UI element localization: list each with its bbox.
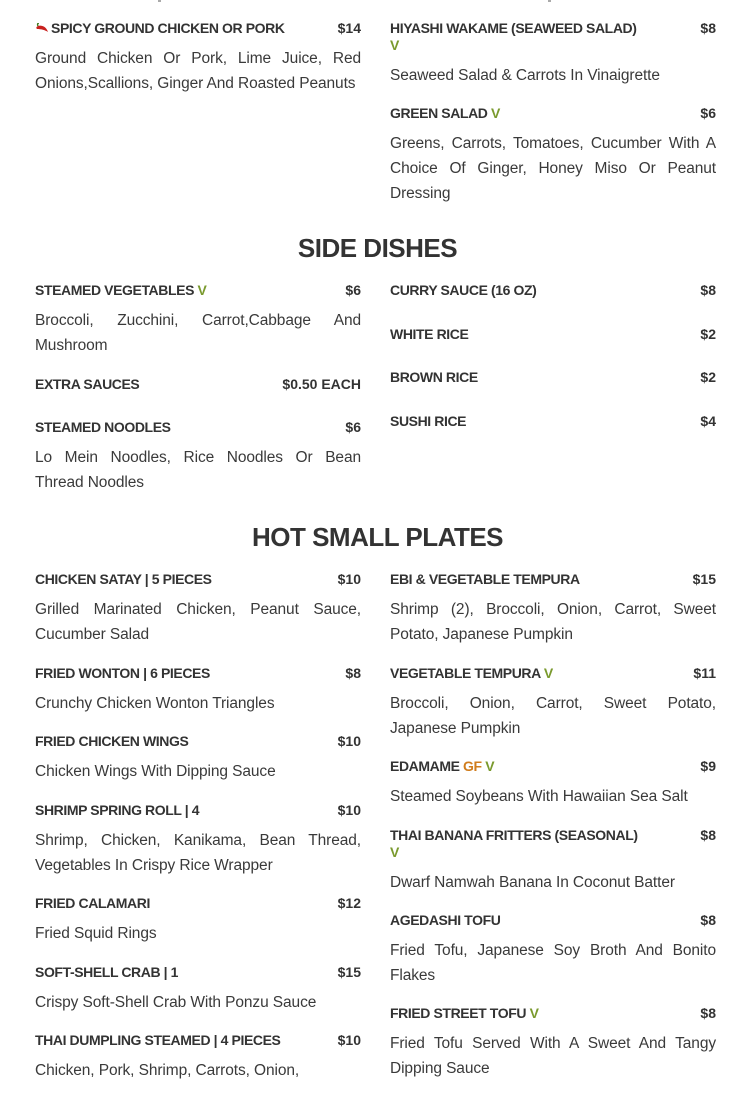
- item-description: Chicken Wings With Dipping Sauce: [35, 763, 276, 780]
- item-name: [390, 20, 640, 54]
- item-price: $8: [700, 20, 716, 36]
- item-description: Chicken, Pork, Shrimp, Carrots, Onion,: [35, 1062, 300, 1079]
- menu-item-sushi-rice: [390, 413, 716, 430]
- menu-item-steamed-noodles: [35, 419, 361, 495]
- menu-item-ebi-tempura: [390, 571, 716, 647]
- item-name: [35, 20, 285, 37]
- menu-item-white-rice: [390, 326, 716, 343]
- item-name: SOFT-SHELL CRAB | 1: [35, 964, 179, 980]
- item-name: AGEDASHI TOFU: [390, 912, 501, 928]
- item-description: Crunchy Chicken Wonton Triangles: [35, 695, 275, 712]
- menu-item-thai-dumpling: [35, 1032, 361, 1083]
- gluten-free-tag: GF: [463, 758, 482, 774]
- item-price: $6: [345, 419, 361, 435]
- item-name: [390, 827, 640, 861]
- vegan-tag: V: [197, 282, 207, 298]
- item-name: [390, 758, 494, 775]
- menu-item-fried-calamari: [35, 895, 361, 946]
- item-price: $9: [700, 758, 716, 774]
- item-description: Fried Tofu Served With A Sweet And Tangy Dipping Sauce: [390, 1035, 716, 1077]
- vegan-tag: V: [543, 665, 553, 681]
- item-price: $4: [700, 413, 716, 429]
- chili-pepper-icon: [35, 23, 49, 34]
- item-name: [35, 282, 206, 299]
- menu-item-chicken-satay: [35, 571, 361, 647]
- item-price: $15: [337, 964, 361, 980]
- section-title-side-dishes: SIDE DISHES: [297, 233, 458, 263]
- item-price: $10: [337, 571, 361, 587]
- menu-item-fried-wonton: [35, 665, 361, 716]
- item-name-text: STEAMED VEGETABLES: [35, 282, 195, 298]
- item-name: [390, 665, 553, 682]
- item-price: $8: [700, 282, 716, 298]
- vegan-tag: V: [390, 37, 399, 53]
- item-name: SUSHI RICE: [390, 413, 467, 429]
- item-price: $10: [337, 802, 361, 818]
- menu-item-vegetable-tempura: [390, 665, 716, 741]
- item-price: $14: [337, 20, 361, 36]
- item-name-text: GREEN SALAD: [390, 105, 488, 121]
- item-price: $8: [700, 827, 716, 843]
- item-name: CURRY SAUCE (16 OZ): [390, 282, 537, 298]
- item-name: EBI & VEGETABLE TEMPURA: [390, 571, 580, 587]
- item-name-text: HIYASHI WAKAME (SEAWEED SALAD): [390, 20, 637, 36]
- item-price: $8: [700, 1005, 716, 1021]
- menu-item-hiyashi-wakame: [390, 20, 716, 88]
- vegan-tag: V: [491, 105, 500, 121]
- item-name: WHITE RICE: [390, 326, 469, 342]
- item-description: Shrimp (2), Broccoli, Onion, Carrot, Sweet Potato, Japanese Pumpkin: [390, 601, 716, 643]
- item-name: STEAMED NOODLES: [35, 419, 171, 435]
- item-description: Fried Tofu, Japanese Soy Broth And Bonito Flakes: [390, 942, 716, 984]
- item-price: $2: [700, 369, 716, 385]
- item-price: $6: [700, 105, 716, 121]
- menu-item-agedashi-tofu: [390, 912, 716, 988]
- item-name-text: FRIED STREET TOFU: [390, 1005, 527, 1021]
- item-price: $10: [337, 733, 361, 749]
- item-name: FRIED CALAMARI: [35, 895, 150, 911]
- item-name: CHICKEN SATAY | 5 PIECES: [35, 571, 212, 587]
- menu-item-green-salad: [390, 105, 716, 206]
- item-price: $10: [337, 1032, 361, 1048]
- menu-item-shrimp-spring-roll: [35, 802, 361, 878]
- item-description: Fried Squid Rings: [35, 925, 157, 942]
- item-price: $8: [700, 912, 716, 928]
- cropped-text-fragment: [158, 0, 161, 2]
- item-price: $8: [345, 665, 361, 681]
- menu-item-fried-chicken-wings: [35, 733, 361, 784]
- item-description: Broccoli, Onion, Carrot, Sweet Potato, Japanese Pumpkin: [390, 695, 716, 737]
- vegan-tag: V: [390, 844, 399, 860]
- item-name: [390, 105, 500, 122]
- item-name-text: THAI BANANA FRITTERS (SEASONAL): [390, 827, 638, 843]
- item-name: EXTRA SAUCES: [35, 376, 140, 392]
- item-price: $15: [692, 571, 716, 587]
- menu-item-edamame: [390, 758, 716, 809]
- menu-item-spicy-ground-chicken: [35, 20, 361, 96]
- menu-item-curry-sauce: [390, 282, 716, 299]
- menu-item-steamed-vegetables: [35, 282, 361, 358]
- item-price: $12: [337, 895, 361, 911]
- item-description: Broccoli, Zucchini, Carrot,Cabbage And Mushroom: [35, 312, 361, 354]
- item-name: THAI DUMPLING STEAMED | 4 PIECES: [35, 1032, 281, 1048]
- item-name-text: SPICY GROUND CHICKEN OR PORK: [51, 20, 285, 36]
- item-description: Steamed Soybeans With Hawaiian Sea Salt: [390, 788, 688, 805]
- item-name-text: VEGETABLE TEMPURA: [390, 665, 541, 681]
- menu-item-fried-street-tofu: [390, 1005, 716, 1081]
- item-description: Seaweed Salad & Carrots In Vinaigrette: [390, 67, 660, 84]
- cropped-text-fragment: [548, 0, 551, 2]
- item-price: $2: [700, 326, 716, 342]
- item-name: FRIED WONTON | 6 PIECES: [35, 665, 210, 681]
- item-name: FRIED CHICKEN WINGS: [35, 733, 189, 749]
- item-description: Greens, Carrots, Tomatoes, Cucumber With A Choice Of Ginger, Honey Miso Or Peanut Dressing: [390, 135, 716, 202]
- item-price: $6: [345, 282, 361, 298]
- item-description: Dwarf Namwah Banana In Coconut Batter: [390, 874, 675, 891]
- menu-item-soft-shell-crab: [35, 964, 361, 1015]
- item-name: BROWN RICE: [390, 369, 478, 385]
- item-name-text: EDAMAME: [390, 758, 460, 774]
- item-description: Shrimp, Chicken, Kanikama, Bean Thread, Vegetables In Crispy Rice Wrapper: [35, 832, 361, 874]
- vegan-tag: V: [485, 758, 495, 774]
- item-description: Crispy Soft-Shell Crab With Ponzu Sauce: [35, 994, 317, 1011]
- menu-item-brown-rice: [390, 369, 716, 386]
- item-name: [390, 1005, 539, 1022]
- item-price: $11: [693, 665, 716, 681]
- item-description: Lo Mein Noodles, Rice Noodles Or Bean Thread Noodles: [35, 449, 361, 491]
- menu-item-thai-banana-fritters: [390, 827, 716, 895]
- item-description: Ground Chicken Or Pork, Lime Juice, Red Onions,Scallions, Ginger And Roasted Peanuts: [35, 50, 361, 92]
- item-name: SHRIMP SPRING ROLL | 4: [35, 802, 200, 818]
- vegan-tag: V: [529, 1005, 539, 1021]
- item-price: $0.50 EACH: [282, 376, 361, 392]
- section-title-hot-small-plates: HOT SMALL PLATES: [251, 522, 504, 552]
- item-description: Grilled Marinated Chicken, Peanut Sauce, Cucumber Salad: [35, 601, 361, 643]
- menu-item-extra-sauces: [35, 376, 361, 393]
